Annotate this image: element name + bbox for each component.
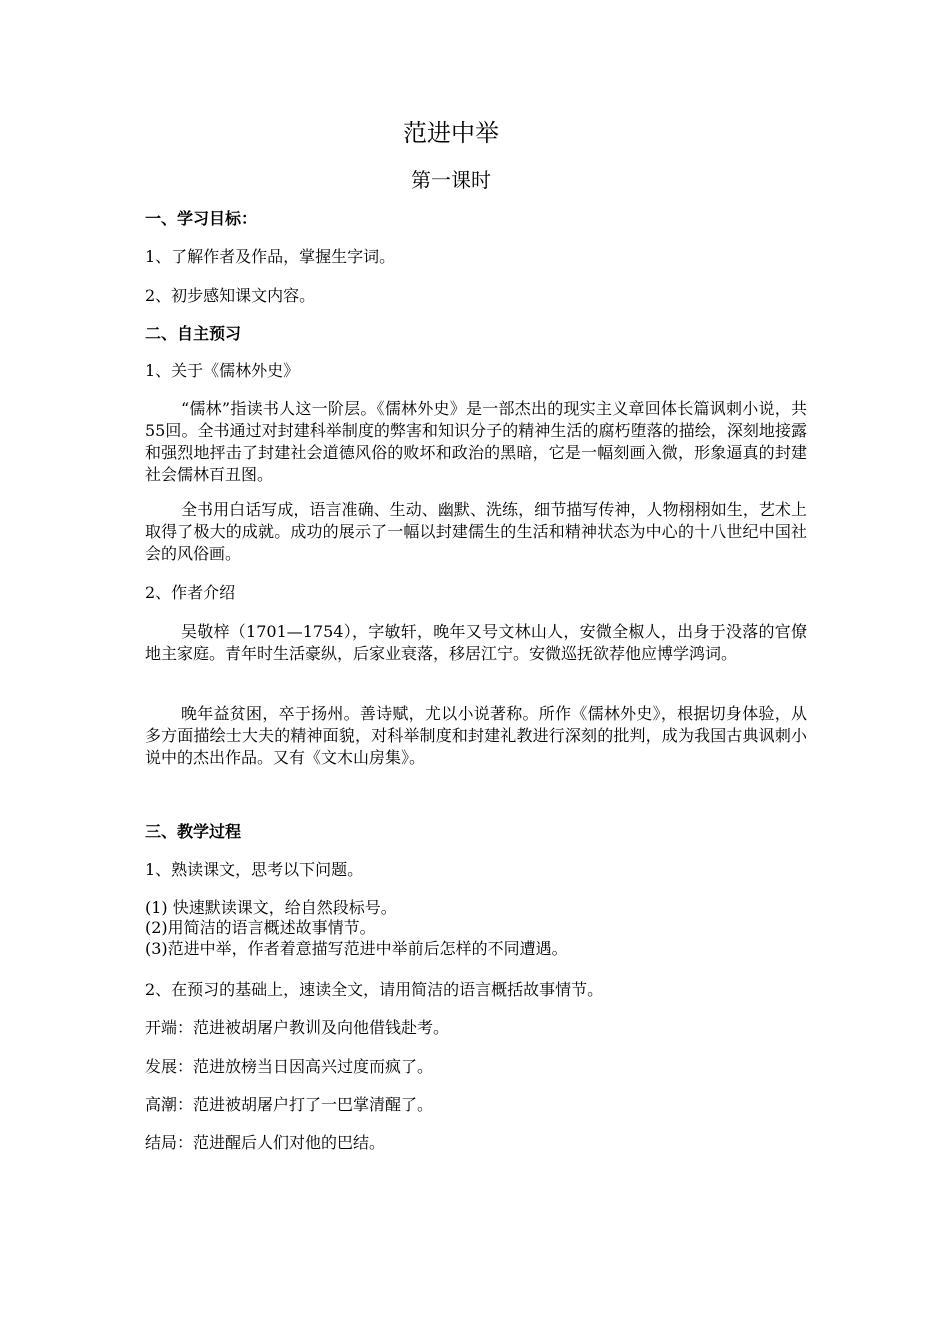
step-read-text: 1、熟读课文，思考以下问题。 — [145, 860, 364, 879]
paragraph-book-style: 全书用白话写成，语言准确、生动、幽默、洗练，细节描写传神，人物栩栩如生，艺术上取得了极大的成就。成功的展示了一幅以封建儒生的生活和精神状态为中心的十八世纪中国社会的风俗画。 — [145, 500, 807, 563]
plot-stage: 开端：范进被胡屠户教训及向他借钱赴考。 — [145, 1018, 450, 1037]
document-title: 范进中举 — [403, 119, 499, 147]
section-heading-preview: 二、自主预习 — [145, 324, 242, 343]
plot-stage: 高潮：范进被胡屠户打了一巴掌清醒了。 — [145, 1095, 434, 1114]
question-item: (3)范进中举，作者着意描写范进中举前后怎样的不同遭遇。 — [145, 939, 568, 958]
paragraph-author-bio: 吴敬梓（1701—1754），字敏轩，晚年又号文林山人，安微全椒人，出身于没落的官僚地主家庭。青年时生活豪纵，后家业衰落，移居江宁。安微巡抚欲荐他应博学鸿词。 — [145, 622, 807, 663]
objective-item: 2、初步感知课文内容。 — [145, 286, 316, 305]
paragraph-author-works: 晚年益贫困，卒于扬州。善诗赋，尤以小说著称。所作《儒林外史》，根据切身体验，从多方面描绘士大夫的精神面貌，对科举制度和封建礼教进行深刻的批判，成为我国古典讽刺小说中的杰出作品。又有《文木山房集》。 — [145, 704, 807, 767]
objective-item: 1、了解作者及作品，掌握生字词。 — [145, 247, 396, 266]
question-item: (2)用简洁的语言概述故事情节。 — [145, 918, 376, 937]
plot-stage: 结局：范进醒后人们对他的巴结。 — [145, 1133, 386, 1152]
plot-stage: 发展：范进放榜当日因高兴过度而疯了。 — [145, 1057, 434, 1076]
section-heading-teaching-process: 三、教学过程 — [145, 822, 242, 841]
section-heading-objectives: 一、学习目标： — [145, 209, 258, 228]
subheading-about-book: 1、关于《儒林外史》 — [145, 361, 300, 380]
question-item: (1) 快速默读课文，给自然段标号。 — [145, 898, 397, 917]
paragraph-book-intro: “儒林”指读书人这一阶层。《儒林外史》是一部杰出的现实主义章回体长篇讽刺小说，共55回。全书通过对封建科举制度的弊害和知识分子的精神生活的腐朽堕落的描绘，深刻地接露和强烈地抨击了封建社会道德风俗的败坏和政治的黑暗，它是一幅刻画入微，形象逼真的封建社会儒林百丑图。 — [145, 399, 807, 484]
document-subtitle: 第一课时 — [411, 168, 491, 192]
subheading-author: 2、作者介绍 — [145, 583, 236, 602]
step-summarize: 2、在预习的基础上，速读全文，请用简洁的语言概括故事情节。 — [145, 980, 604, 999]
